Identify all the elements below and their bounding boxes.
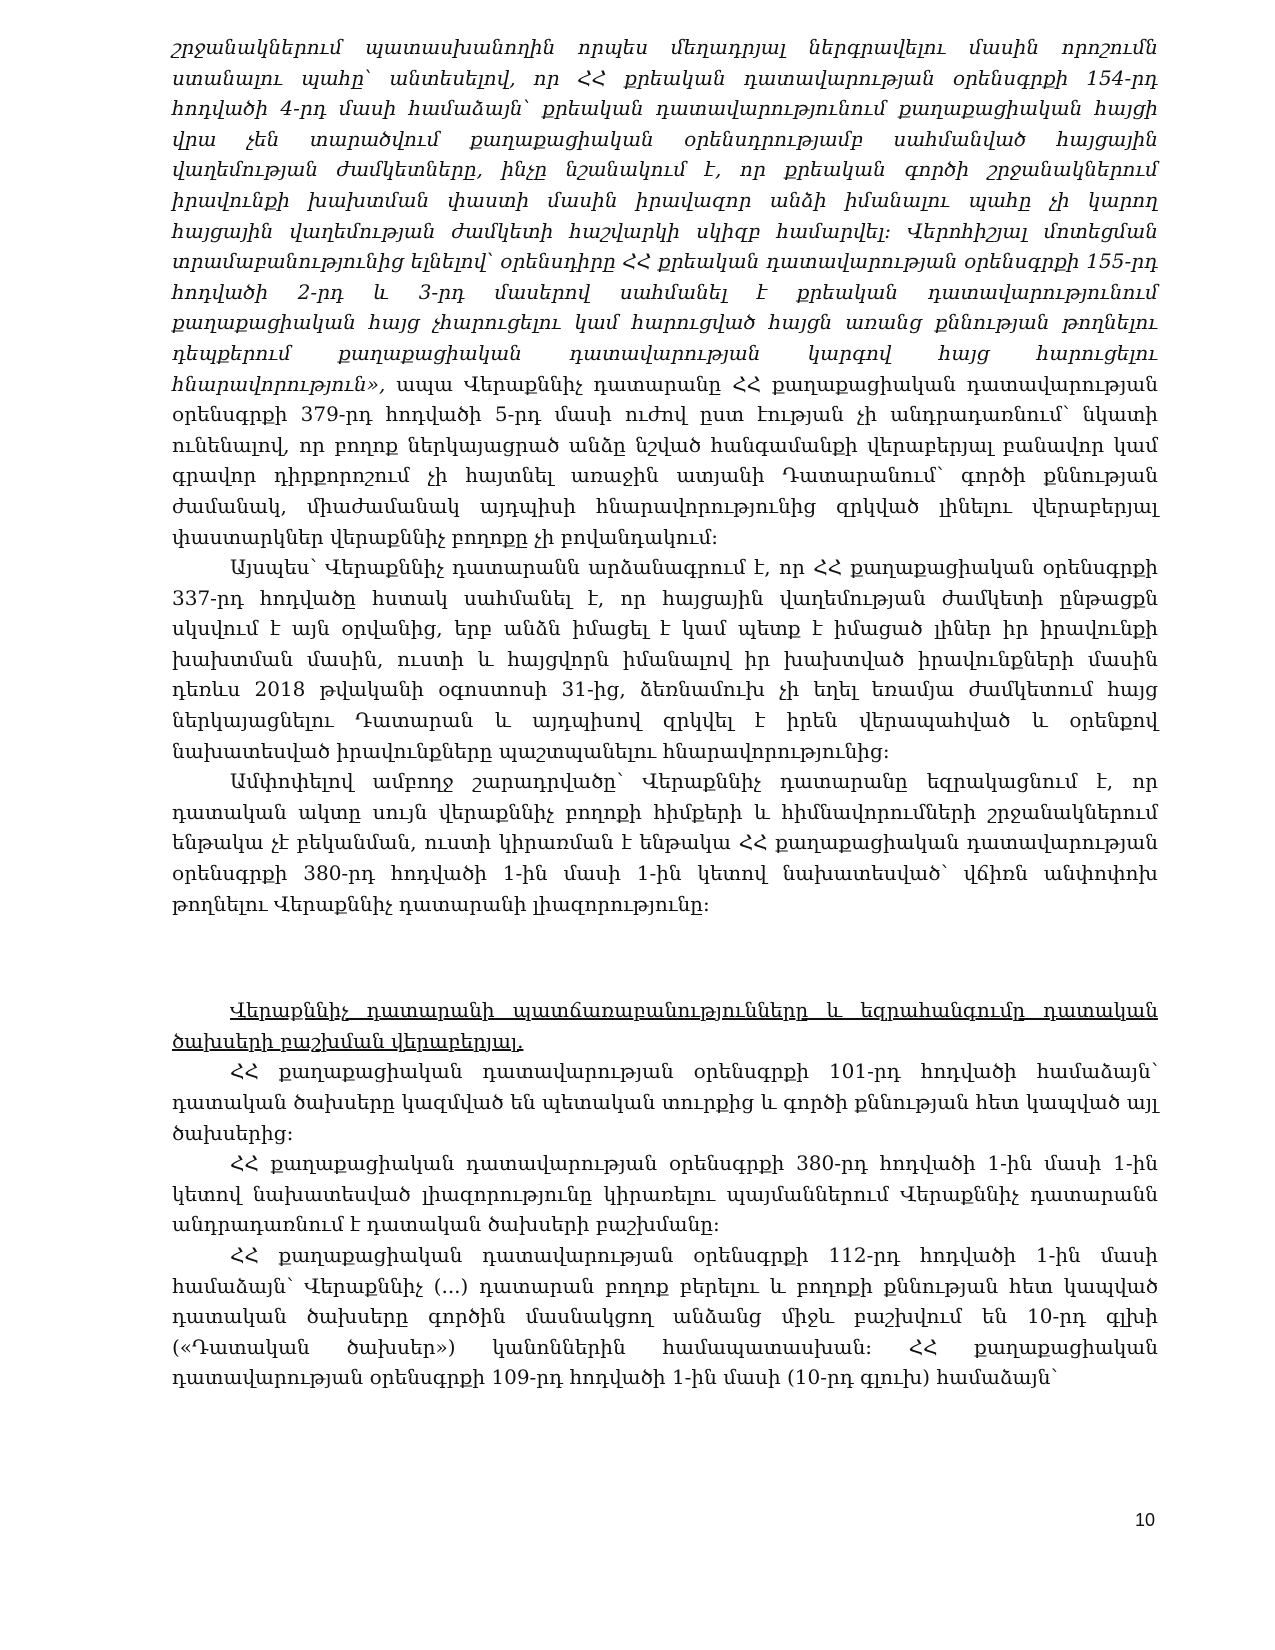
paragraph: Այսպես՝ Վերաքննիչ դատարանն արձանագրում է, որ ՀՀ քաղաքացիական օրենսգրքի 337-րդ հոդվածը հստակ սահմանել է, որ հայցային վաղեմության ժամկետի ընթացքն սկսվում է այն օրվանից, երբ անձն իմացել է կամ պետք է իմացած լիներ իր իրավունքի խախտման մասին, ուստի և հայցվորն իմանալով իր խախտված իրավունքների մասին դեռևս 2018 թվականի օգոստոսի 31-ից, ձեռնամուխ չի եղել եռամյա ժամկետում հայց ներկայացնելու Դատարան և այդպիսով զրկվել է իրեն վերապահված և օրենքով նախատեսված իրավունքները պաշտպանելու հնարավորությունից: [172, 555, 1158, 763]
paragraph: ՀՀ քաղաքացիական դատավարության օրենսգրքի 101-րդ հոդվածի համաձայն՝ դատական ծախսերը կազմված են պետական տուրքից և գործի քննության հետ կապված այլ ծախսերից: [172, 1059, 1158, 1145]
paragraph: Ամփոփելով ամբողջ շարադրվածը՝ Վերաքննիչ դատարանը եզրակացնում է, որ դատական ակտը սույն վերաքննիչ բողոքի հիմքերի և հիմնավորումների շրջանակներում ենթակա չէ բեկանման, ուստի կիրառման է ենթակա ՀՀ քաղաքացիական դատավարության օրենսգրքի 380-րդ հոդվածի 1-ին մասի 1-ին կետով նախատեսված՝ վճիռն անփոփոխ թողնելու Վերաքննիչ դատարանի լիազորությունը: [172, 769, 1158, 916]
document-page [172, 32, 1158, 1393]
paragraph-continued [172, 32, 1158, 552]
section-heading: Վերաքննիչ դատարանի պատճառաբանությունները և եզրահանգումը դատական ծախսերի բաշխման վերաբերյալ. [172, 998, 1158, 1053]
paragraph: ՀՀ քաղաքացիական դատավարության օրենսգրքի 380-րդ հոդվածի 1-ին մասի 1-ին կետով նախատեսված լիազորությունը կիրառելու պայմաններում Վերաքննիչ դատարանն անդրադառնում է դատական ծախսերի բաշխմանը: [172, 1151, 1158, 1237]
page-number: 10 [1135, 1510, 1156, 1530]
quoted-italic-text: շրջանակներում պատասխանողին որպես մեղադրյալ ներգրավելու մասին որոշումն ստանալու պահը՝ անտեսելով, որ ՀՀ քրեական դատավարության օրենսգրքի 154-րդ հոդվածի 4-րդ մասի համաձայն՝ քրեական դատավարությունում քաղաքացիական հայցի վրա չեն տարածվում քաղաքացիական օրենսդրությամբ սահմանված հայցային վաղեմության ժամկետները, ինչը նշանակում է, որ քրեական գործի շրջանակներում իրավունքի խախտման փաստի մասին իրավազոր անձի իմանալու պահը չի կարող հայցային վաղեմության ժամկետի հաշվարկի սկիզբ համարվել: Վերոհիշյալ մոտեցման տրամաբանությունից ելնելով՝ օրենսդիրը ՀՀ քրեական դատավարության օրենսգրքի 155-րդ հոդվածի 2-րդ և 3-րդ մասերով սահմանել է քրեական դատավարությունում քաղաքացիական հայց չհարուցելու կամ հարուցված հայցն առանց քննության թողնելու դեպքերում քաղաքացիական դատավարության կարգով հայց հարուցելու հնարավորություն», [172, 35, 1158, 396]
paragraph: ՀՀ քաղաքացիական դատավարության օրենսգրքի 112-րդ հոդվածի 1-ին մասի համաձայն՝ Վերաքննիչ (...) դատարան բողոք բերելու և բողոքի քննության հետ կապված դատական ծախսերը գործին մասնակցող անձանց միջև բաշխվում են 10-րդ գլխի («Դատական ծախսեր») կանոններին համապատասխան: ՀՀ քաղաքացիական դատավարության օրենսգրքի 109-րդ հոդվածի 1-ին մասի (10-րդ գլուխ) համաձայն՝ [172, 1242, 1158, 1390]
paragraph-text: ապա Վերաքննիչ դատարանը ՀՀ քաղաքացիական դատավարության օրենսգրքի 379-րդ հոդվածի 5-րդ մասի ուժով ըստ էության չի անդրադառնում՝ նկատի ունենալով, որ բողոք ներկայացրած անձը նշված հանգամանքի վերաբերյալ բանավոր կամ գրավոր դիրքորոշում չի հայտնել առաջին ատյանի Դատարանում՝ գործի քննության ժամանակ, միաժամանակ այդպիսի հնարավորությունից զրկված լինելու վերաբերյալ փաստարկներ վերաքննիչ բողոքը չի բովանդակում: [172, 371, 1158, 549]
